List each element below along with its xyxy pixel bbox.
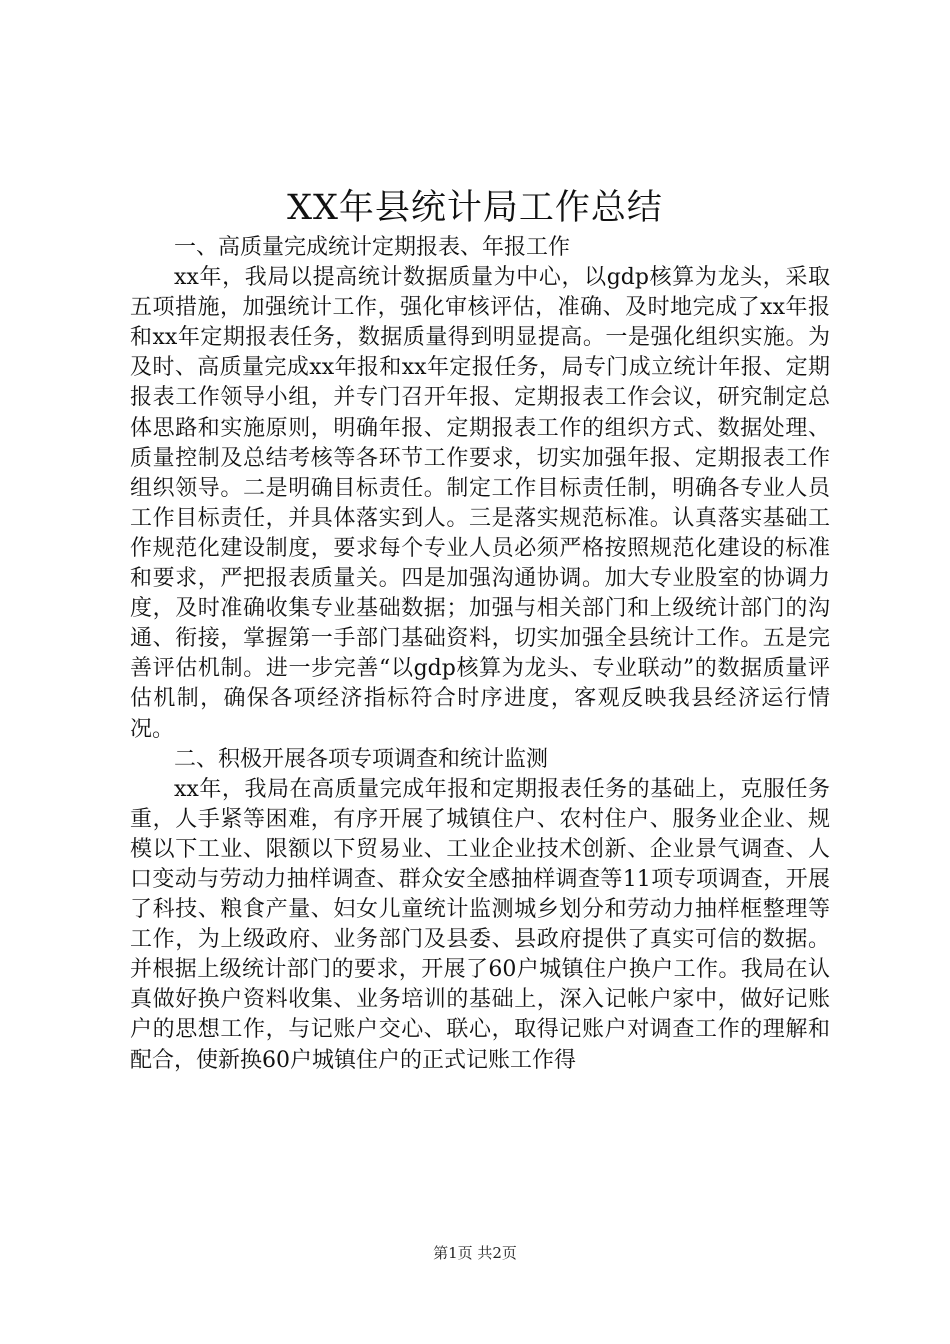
body-paragraph-2: xx年，我局在高质量完成年报和定期报表任务的基础上，克服任务重，人手紧等困难，有序开展了城镇住户、农村住户、服务业企业、规模以下工业、限额以下贸易业、工业企业技术创新、企业景气调查、人口变动与劳动力抽样调查、群众安全感抽样调查等11项专项调查，开展了科技、粮食产量、妇女儿童统计监测城乡划分和劳动力抽样框整理等工作，为上级政府、业务部门及县委、县政府提供了真实可信的数据。并根据上级统计部门的要求，开展了60户城镇住户换户工作。我局在认真做好换户资料收集、业务培训的基础上，深入记帐户家中，做好记账户的思想工作，与记账户交心、联心，取得记账户对调查工作的理解和配合，使新换60户城镇住户的正式记账工作得	[130, 776, 830, 1073]
document-title: XX年县统计局工作总结	[287, 188, 663, 228]
document-body	[130, 233, 830, 1076]
section-heading-2: 二、积极开展各项专项调查和统计监测	[174, 746, 549, 772]
body-paragraph-1: xx年，我局以提高统计数据质量为中心，以gdp核算为龙头，采取五项措施，加强统计工作，强化审核评估，准确、及时地完成了xx年报和xx年定期报表任务，数据质量得到明显提高。一是强化组织实施。为及时、高质量完成xx年报和xx年定报任务，局专门成立统计年报、定期报表工作领导小组，并专门召开年报、定期报表工作会议，研究制定总体思路和实施原则，明确年报、定期报表工作的组织方式、数据处理、质量控制及总结考核等各环节工作要求，切实加强年报、定期报表工作组织领导。二是明确目标责任。制定工作目标责任制，明确各专业人员工作目标责任，并具体落实到人。三是落实规范标准。认真落实基础工作规范化建设制度，要求每个专业人员必须严格按照规范化建设的标准和要求，严把报表质量关。四是加强沟通协调。加大专业股室的协调力度，及时准确收集专业基础数据；加强与相关部门和上级统计部门的沟通、衔接，掌握第一手部门基础资料，切实加强全县统计工作。五是完善评估机制。进一步完善“以gdp核算为龙头、专业联动”的数据质量评估机制，确保各项经济指标符合时序进度，客观反映我县经济运行情况。	[130, 265, 830, 742]
page-footer: 第1页 共2页	[433, 1244, 517, 1262]
section-heading-1: 一、高质量完成统计定期报表、年报工作	[174, 235, 571, 260]
